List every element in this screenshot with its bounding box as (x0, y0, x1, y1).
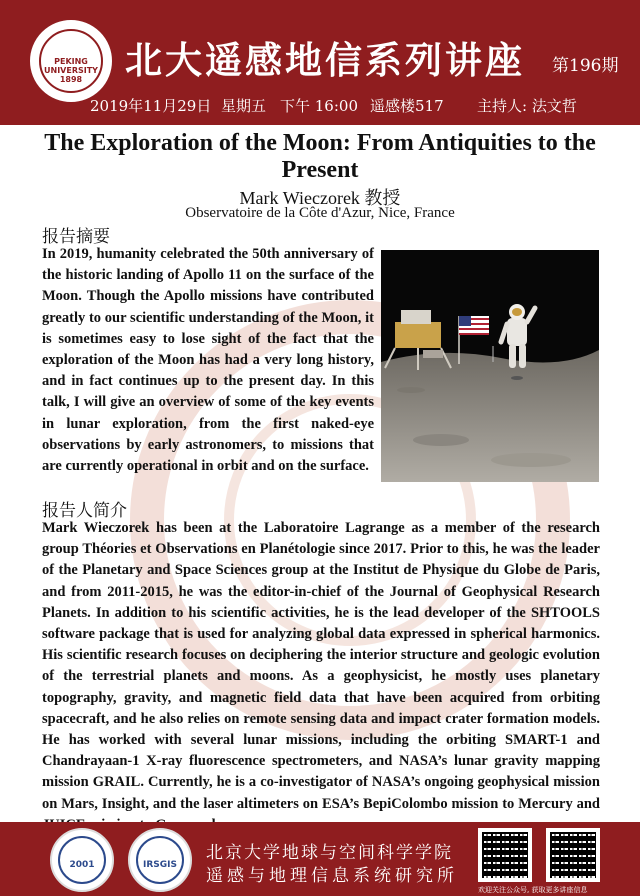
logo-ring (39, 29, 103, 93)
bio-text: Mark Wieczorek has been at the Laboratoire Lagrange as a member of the research group Théories et Observations en Planétologie since 2017. Prior to this, he was the leader of the Planetary and Space Sciences group at the Institut de Physique du Globe de Paris, and from 2011-2015, he was the editor-in-chief of the Journal of Geophysical Research Planets. In addition to his scientific activities, he is the lead developer of the SHTOOLS software package that is used for analyzing global data expressed in spherical harmonics. His scientific research focuses on deciphering the interior structure and geologic evolution of the terrestrial planets and moons. As a geophysicist, he mostly uses planetary topography, gravity, and magnetic field data that have been acquired from orbiting spacecraft, and he also relies on remote sensing data and impact crater formation models. He has worked with several lunar missions, including the orbiting SMART-1 and Chandrayaan-1 X-ray fluorescence spectrometers, and NASA’s lunar gravity mapping mission GRAIL. Currently, he is a co-investigator of NASA’s ongoing geophysical mission on Mars, Insight, and the laser altimeters on ESA’s BepiColombo mission to Mercury and (42, 520, 600, 812)
irsgis-badge-text: IRSGIS (143, 860, 177, 870)
speaker-affiliation: Observatoire de la Côte d'Azur, Nice, France (185, 205, 455, 221)
talk-title: The Exploration of the Moon: From Antiquities to the Present (44, 130, 596, 183)
event-weekday: 星期五 (221, 97, 267, 115)
badge-ring (58, 836, 106, 884)
qr-code-pattern (550, 832, 596, 878)
speaker-name: Mark Wieczorek 教授 (239, 188, 401, 208)
abstract-text: In 2019, humanity celebrated the 50th anniversary of the historic landing of Apollo 11 on the surface of the Moon. Though the Apollo missions have contributed greatly to our scientific understanding of the Moon, it is sometimes easy to lose sight of the fact that the exploration of the Moon has had a very long history, and in fact continues up to the present day. In this talk, I will give an overview of some of the key events in lunar exploration, from the first naked-eye observations by early astronomers, to missions that are currently operational in orbit and on the surface. (42, 246, 374, 475)
bio-heading: 报告人简介 (42, 501, 127, 521)
badge-ring (136, 836, 184, 884)
peking-university-logo-icon (30, 20, 112, 102)
event-location: 遥感楼517 (370, 97, 444, 115)
logo-text: PEKING UNIVERSITY 1898 (44, 57, 98, 84)
qr-code-icon (478, 828, 532, 882)
event-time: 下午 16:00 (280, 97, 358, 115)
header-banner (0, 0, 640, 125)
footer-banner (0, 822, 640, 896)
society-badge-icon (50, 828, 114, 892)
society-badge-year: 2001 (69, 860, 95, 870)
qr-code-icon (546, 828, 600, 882)
irsgis-badge-icon (128, 828, 192, 892)
event-date: 2019年11月29日 (90, 97, 212, 115)
series-title: 北大遥感地信系列讲座 (125, 38, 525, 82)
qr-code-pattern (482, 832, 528, 878)
institute-name: 遥感与地理信息系统研究所 (206, 866, 458, 886)
apollo-landing-illustration-icon (381, 250, 599, 482)
school-name: 北京大学地球与空间科学学院 (206, 843, 453, 863)
issue-number: 第196期 (552, 56, 619, 76)
apollo-moon-photo (381, 250, 599, 482)
event-host: 主持人: 法文哲 (477, 97, 577, 115)
qr-caption: 欢迎关注公众号, 获取更多讲座信息 (478, 886, 588, 894)
abstract-heading: 报告摘要 (42, 227, 110, 247)
